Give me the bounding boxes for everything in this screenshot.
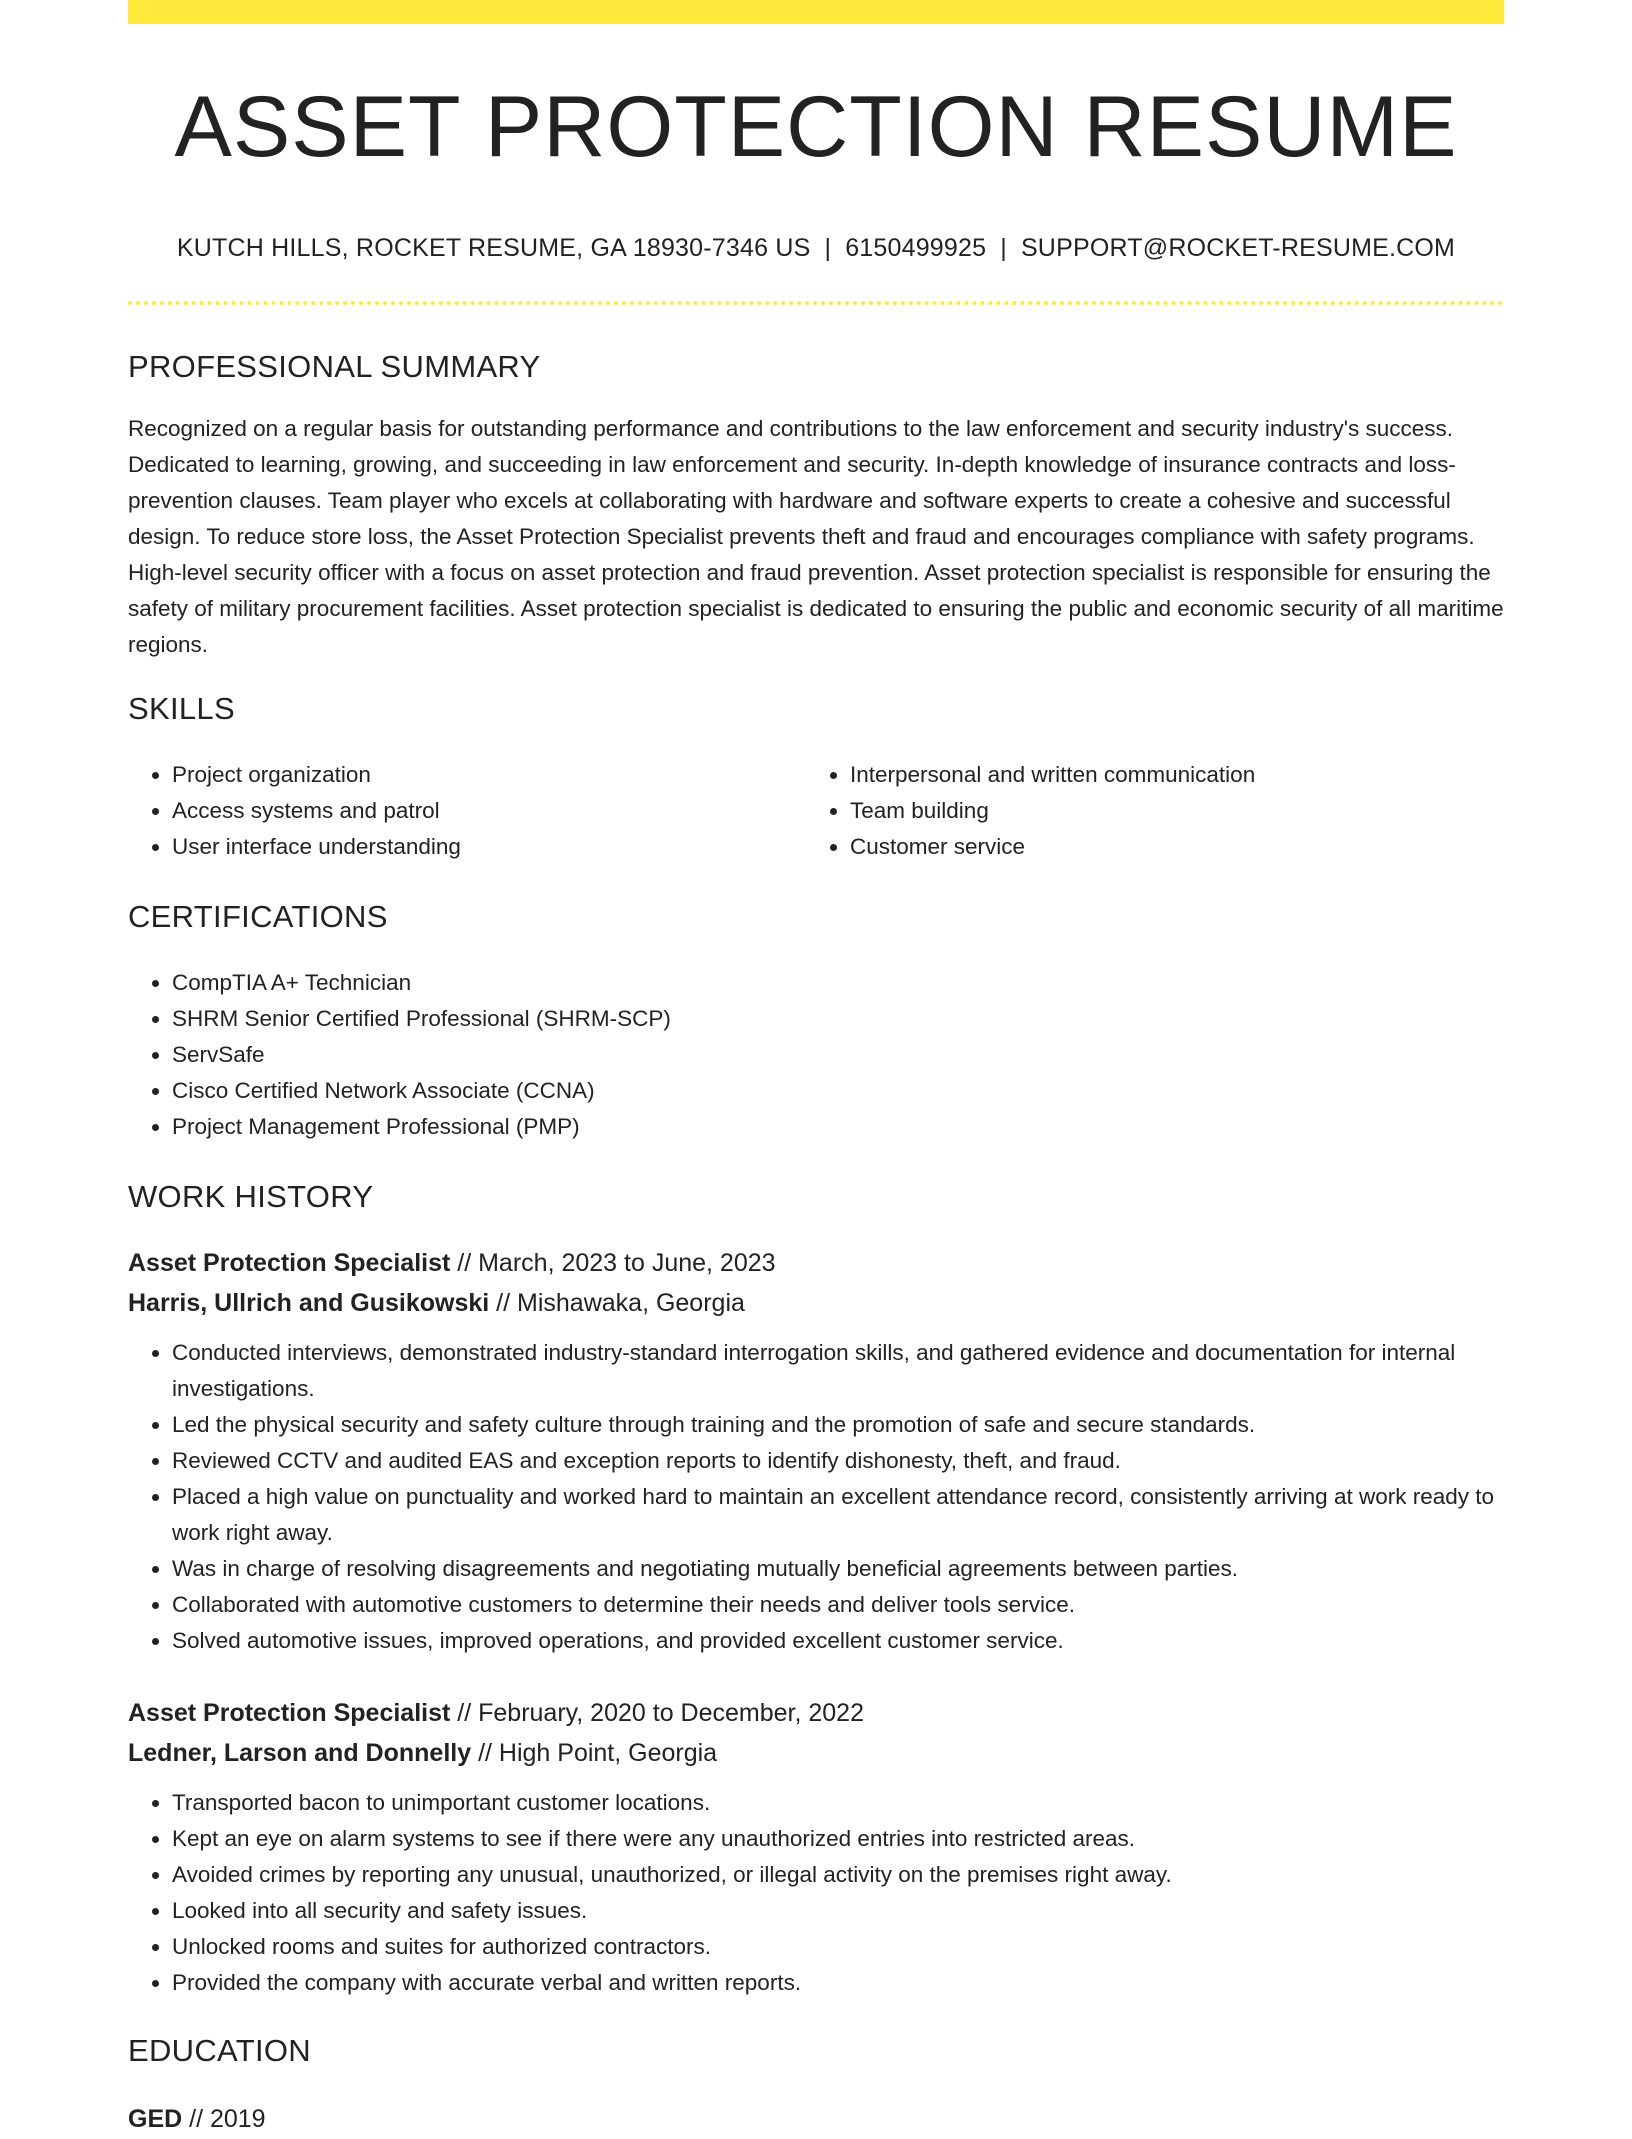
job-bullet: • Conducted interviews, demonstrated industry-standard interrogation skills, and gathered evidence and documentation for internal investigations.	[172, 1335, 1504, 1407]
dotted-divider	[128, 301, 1504, 305]
job-bullet: • Collaborated with automotive customers to determine their needs and deliver tools service.	[172, 1587, 1504, 1623]
job-bullet: • Transported bacon to unimportant customer locations.	[172, 1785, 1504, 1821]
job-bullet: • Unlocked rooms and suites for authorized contractors.	[172, 1929, 1504, 1965]
work-history-heading: WORK HISTORY	[128, 1179, 374, 1214]
job-bullet: • Kept an eye on alarm systems to see if there were any unauthorized entries into restricted areas.	[172, 1821, 1504, 1857]
skill-item: • Interpersonal and written communication	[850, 757, 1484, 793]
job-bullet: • Led the physical security and safety culture through training and the promotion of safe and secure standards.	[172, 1407, 1504, 1443]
certification-item: • ServSafe	[172, 1037, 1504, 1073]
job-bullets	[128, 1335, 1504, 1659]
skill-item: • Access systems and patrol	[172, 793, 806, 829]
skill-item: • User interface understanding	[172, 829, 806, 865]
skills-left-list	[128, 757, 806, 865]
top-accent-bar	[128, 0, 1504, 24]
skill-item: • Project organization	[172, 757, 806, 793]
contact-phone: 6150499925	[845, 234, 987, 262]
job-location: // High Point, Georgia	[471, 1739, 718, 1767]
certification-item: • Project Management Professional (PMP)	[172, 1109, 1504, 1145]
education-degree: GED	[128, 2105, 183, 2133]
job-title: Asset Protection Specialist	[128, 1699, 451, 1727]
education-line	[128, 2099, 1504, 2139]
job-company: Ledner, Larson and Donnelly	[128, 1739, 472, 1767]
job-company: Harris, Ullrich and Gusikowski	[128, 1289, 490, 1317]
job-bullets	[128, 1785, 1504, 2001]
job-company-line	[128, 1283, 1504, 1323]
certification-item: • Cisco Certified Network Associate (CCNA)	[172, 1073, 1504, 1109]
job-bullet: • Provided the company with accurate verbal and written reports.	[172, 1965, 1504, 2001]
summary-text: Recognized on a regular basis for outstanding performance and contributions to the law enforcement and security industry's success. Dedicated to learning, growing, and succeeding in law enforcement and security. In-depth knowledge of insurance contracts and loss-prevention clauses. Team player who excels at collaborating with hardware and software experts to create a cohesive and successful design. To reduce store loss, the Asset Protection Specialist prevents theft and fraud and encourages compliance with safety programs. High-level security officer with a focus on asset protection and fraud prevention. Asset protection specialist is responsible for ensuring the safety of military procurement facilities. Asset protection specialist is dedicated to ensuring the public and economic security of all maritime regions.	[128, 416, 1504, 657]
contact-line	[128, 234, 1504, 263]
skills-columns	[128, 757, 1504, 865]
contact-email: SUPPORT@ROCKET-RESUME.COM	[1020, 234, 1456, 262]
job-location: // Mishawaka, Georgia	[489, 1289, 745, 1317]
summary-heading: PROFESSIONAL SUMMARY	[128, 349, 541, 384]
resume-title: ASSET PROTECTION RESUME	[174, 79, 1458, 175]
job-bullet: • Placed a high value on punctuality and worked hard to maintain an excellent attendance record, consistently arriving at work ready to work right away.	[172, 1479, 1504, 1551]
job-title-line	[128, 1243, 1504, 1283]
contact-separator: |	[1000, 234, 1007, 262]
education-heading: EDUCATION	[128, 2033, 311, 2068]
job-title: Asset Protection Specialist	[128, 1249, 451, 1277]
skills-heading: SKILLS	[128, 691, 235, 726]
job-dates: // February, 2020 to December, 2022	[450, 1699, 864, 1727]
job-bullet: • Reviewed CCTV and audited EAS and exception reports to identify dishonesty, theft, and fraud.	[172, 1443, 1504, 1479]
contact-address: KUTCH HILLS, ROCKET RESUME, GA 18930-7346 US	[176, 234, 811, 262]
resume-page	[128, 0, 1504, 2139]
certification-item: • SHRM Senior Certified Professional (SHRM-SCP)	[172, 1001, 1504, 1037]
job-title-line	[128, 1693, 1504, 1733]
job-dates: // March, 2023 to June, 2023	[450, 1249, 776, 1277]
job-bullet: • Avoided crimes by reporting any unusual, unauthorized, or illegal activity on the premises right away.	[172, 1857, 1504, 1893]
certifications-heading: CERTIFICATIONS	[128, 899, 388, 934]
job-bullet: • Looked into all security and safety issues.	[172, 1893, 1504, 1929]
job-bullet: • Solved automotive issues, improved operations, and provided excellent customer service.	[172, 1623, 1504, 1659]
skills-right-list	[806, 757, 1484, 865]
contact-separator: |	[824, 234, 832, 262]
certifications-list	[128, 965, 1504, 1145]
skill-item: • Team building	[850, 793, 1484, 829]
job-company-line	[128, 1733, 1504, 1773]
certification-item: • CompTIA A+ Technician	[172, 965, 1504, 1001]
job-bullet: • Was in charge of resolving disagreements and negotiating mutually beneficial agreements between parties.	[172, 1551, 1504, 1587]
skill-item: • Customer service	[850, 829, 1484, 865]
education-year: // 2019	[182, 2105, 266, 2133]
